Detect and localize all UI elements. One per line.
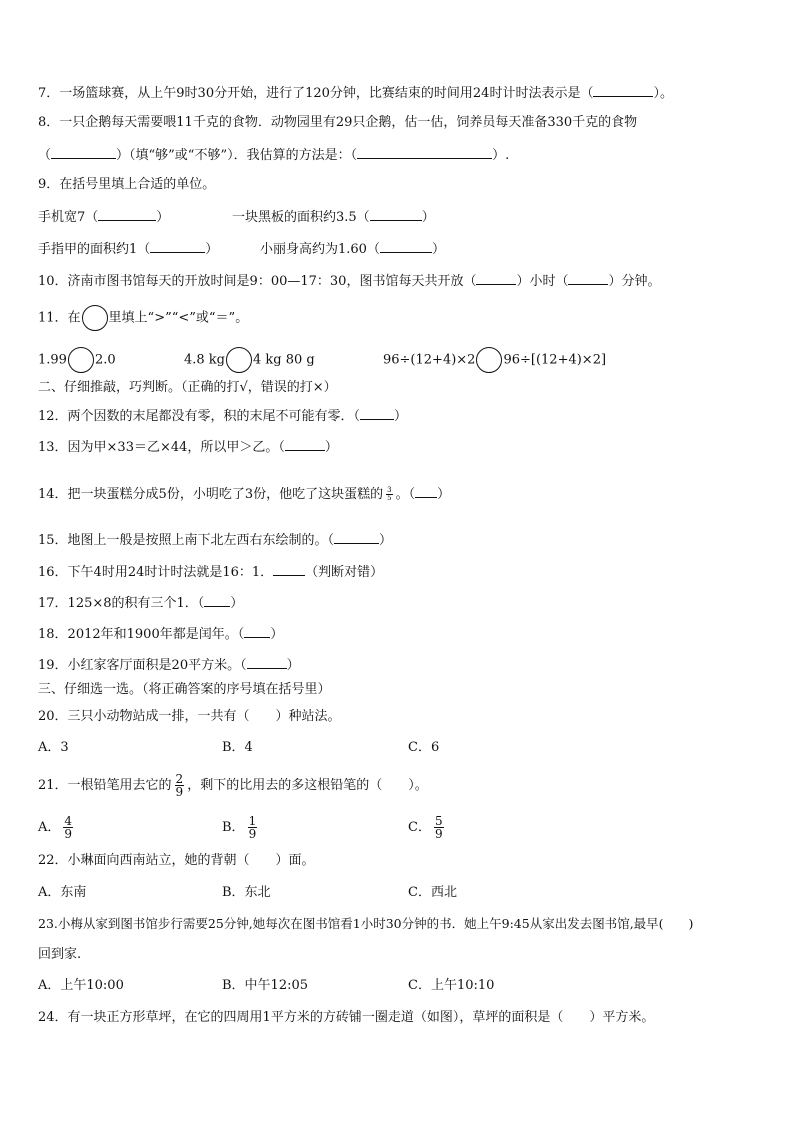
q18-text: 18．2012年和1900年都是闰年。（ (38, 627, 245, 642)
question-13 (38, 437, 338, 457)
q14-mid: 。（ (395, 487, 416, 502)
fraction-denominator: 5 (387, 494, 392, 502)
compare-left: 96÷(12+4)×2 (383, 352, 476, 368)
option-c[interactable]: C．上午10:10 (408, 978, 495, 993)
compare-left: 1.99 (38, 352, 67, 368)
question-18 (38, 624, 283, 644)
question-21 (38, 773, 428, 798)
q15-text: 15．地图上一般是按照上南下北左西右东绘制的。（ (38, 533, 335, 548)
q19-text: 19．小红家客厅面积是20平方米。（ (38, 658, 247, 673)
q18-close: ） (270, 627, 284, 642)
fraction-1-9 (248, 815, 258, 840)
option-letter: B． (222, 820, 245, 835)
q7-text: 7．一场篮球赛，从上午9时30分开始，进行了120分钟，比赛结束的时间用24时计时法表示是（ (38, 86, 594, 101)
option-c[interactable]: C．西北 (408, 885, 457, 900)
section-3-heading: 三、仔细选一选。（将正确答案的序号填在括号里） (38, 682, 331, 697)
option-a[interactable]: A．上午10:00 (38, 978, 124, 993)
answer-blank[interactable] (51, 145, 116, 159)
fraction-denominator: 9 (175, 785, 184, 799)
answer-blank[interactable] (150, 239, 205, 253)
q14-close: ） (437, 487, 451, 502)
option-a[interactable]: A．3 (38, 740, 69, 755)
question-9-row1 (38, 207, 169, 227)
q8-middle: ）（填“够”或“不够”）．我估算的方法是：（ (116, 148, 358, 163)
fraction-denominator: 9 (434, 827, 443, 841)
option-letter: C． (408, 820, 431, 835)
option-b[interactable]: B．中午12:05 (222, 978, 309, 993)
question-15 (38, 530, 392, 550)
question-11 (38, 305, 248, 331)
question-8-line1: 8．一只企鹅每天需要喂11千克的食物．动物园里有29只企鹅，估一估，饲养员每天准备330千克的食物 (38, 115, 638, 130)
q13-text: 13．因为甲×33＝乙×44，所以甲＞乙。（ (38, 440, 285, 455)
q11-text2: 里填上“>”“<”或“＝”。 (108, 310, 249, 326)
q17-text: 17．125×8的积有三个1．（ (38, 596, 205, 611)
fraction-denominator: 9 (64, 827, 73, 841)
fraction-numerator: 4 (64, 814, 73, 828)
fraction-4-9 (63, 815, 73, 840)
compare-left: 4.8 kg (184, 352, 226, 368)
q17-close: ） (230, 596, 244, 611)
q9-close: ） (431, 242, 445, 257)
option-a[interactable] (38, 815, 76, 840)
compare-right: 2.0 (94, 352, 116, 368)
question-20: 20．三只小动物站成一排，一共有（ ）种站法。 (38, 709, 341, 724)
q10-tail: ）分钟。 (608, 274, 661, 289)
q16-text: 16．下午4时用24时计时法就是16：1． (38, 565, 274, 580)
question-7 (38, 83, 673, 103)
q9-close: ） (205, 242, 219, 257)
circle-blank[interactable] (82, 305, 108, 331)
option-b[interactable] (222, 815, 260, 840)
fraction-numerator: 3 (387, 486, 392, 494)
fraction-numerator: 2 (175, 772, 184, 786)
option-b[interactable]: B．东北 (222, 885, 271, 900)
section-2-heading: 二、仔细推敲，巧判断。（正确的打√，错误的打×） (38, 380, 337, 395)
q10-middle: ）小时（ (516, 274, 569, 289)
q9-item4: 小丽身高约为1.60（ (260, 242, 380, 257)
q21-text: 21．一根铅笔用去它的 (38, 778, 172, 793)
answer-blank[interactable] (380, 239, 432, 253)
circle-blank[interactable] (476, 347, 502, 373)
q9-item1: 手机宽7（ (38, 210, 99, 225)
answer-blank[interactable] (357, 145, 492, 159)
question-23-line1: 23.小梅从家到图书馆步行需要25分钟,她每次在图书馆看1小时30分钟的书．她上午9:45从家出发去图书馆,最早( ) (38, 916, 694, 931)
question-17 (38, 593, 243, 613)
question-9-row2-right (260, 239, 445, 259)
answer-blank[interactable] (476, 271, 516, 285)
q12-close: ） (394, 409, 408, 424)
question-24: 24．有一块正方形草坪，在它的四周用1平方米的方砖铺一圈走道（如图），草坪的面积是（ ）平方米。 (38, 1010, 655, 1025)
question-19 (38, 655, 300, 675)
q11-text: 11．在 (38, 310, 81, 326)
answer-blank[interactable] (360, 406, 394, 420)
q7-tail: ）。 (653, 86, 673, 101)
question-22: 22．小琳面向西南站立，她的背朝（ ）面。 (38, 853, 315, 868)
fraction-2-9 (175, 773, 185, 798)
answer-blank[interactable] (593, 83, 653, 97)
option-c[interactable]: C．6 (408, 740, 440, 755)
answer-blank[interactable] (285, 437, 325, 451)
question-12 (38, 406, 407, 426)
answer-blank[interactable] (273, 562, 305, 576)
q9-item3: 手指甲的面积约1（ (38, 242, 151, 257)
fraction-5-9 (434, 815, 444, 840)
q12-text: 12．两个因数的末尾都没有零，积的末尾不可能有零．（ (38, 409, 361, 424)
option-letter: A． (38, 820, 61, 835)
option-c[interactable] (408, 815, 447, 840)
question-9-title: 9．在括号里填上合适的单位。 (38, 177, 216, 192)
option-a[interactable]: A．东南 (38, 885, 87, 900)
answer-blank[interactable] (204, 593, 230, 607)
question-23-line2: 回到家. (38, 947, 82, 962)
fraction-3-5 (386, 487, 392, 502)
q14-text: 14．把一块蛋糕分成5份，小明吃了3份，他吃了这块蛋糕的 (38, 487, 384, 502)
question-9-row2 (38, 239, 218, 259)
q10-text: 10．济南市图书馆每天的开放时间是9：00—17：30，图书馆每天共开放（ (38, 274, 477, 289)
answer-blank[interactable] (247, 655, 287, 669)
question-14 (38, 484, 450, 504)
fraction-denominator: 9 (248, 827, 257, 841)
q8-close: ）. (492, 148, 510, 163)
q19-close: ） (286, 658, 300, 673)
answer-blank[interactable] (244, 624, 270, 638)
q9-item2: 一块黑板的面积约3.5（ (232, 210, 370, 225)
circle-blank[interactable] (68, 347, 94, 373)
question-10 (38, 271, 660, 291)
fraction-numerator: 1 (248, 814, 257, 828)
q11-compare-2 (184, 347, 315, 373)
q9-close: ） (156, 210, 170, 225)
q13-close: ） (324, 440, 338, 455)
question-8-line2 (38, 145, 509, 165)
q15-close: ） (379, 533, 393, 548)
q11-compare-1 (38, 347, 116, 373)
answer-blank[interactable] (98, 207, 156, 221)
question-16 (38, 562, 383, 582)
circle-blank[interactable] (226, 347, 252, 373)
fraction-numerator: 5 (434, 814, 443, 828)
answer-blank[interactable] (370, 207, 422, 221)
q8-open: （ (38, 148, 52, 163)
compare-right: 4 kg 80 g (253, 352, 315, 368)
answer-blank[interactable] (334, 530, 379, 544)
answer-blank[interactable] (568, 271, 608, 285)
q9-close: ） (421, 210, 435, 225)
option-b[interactable]: B．4 (222, 740, 253, 755)
q21-tail: ，剩下的比用去的多这根铅笔的（ ）。 (187, 778, 428, 793)
question-9-row1-right (232, 207, 435, 227)
q11-compare-3 (383, 347, 606, 373)
q16-tail: （判断对错） (305, 565, 384, 580)
compare-right: 96÷[(12+4)×2] (503, 352, 607, 368)
answer-blank[interactable] (415, 484, 437, 498)
